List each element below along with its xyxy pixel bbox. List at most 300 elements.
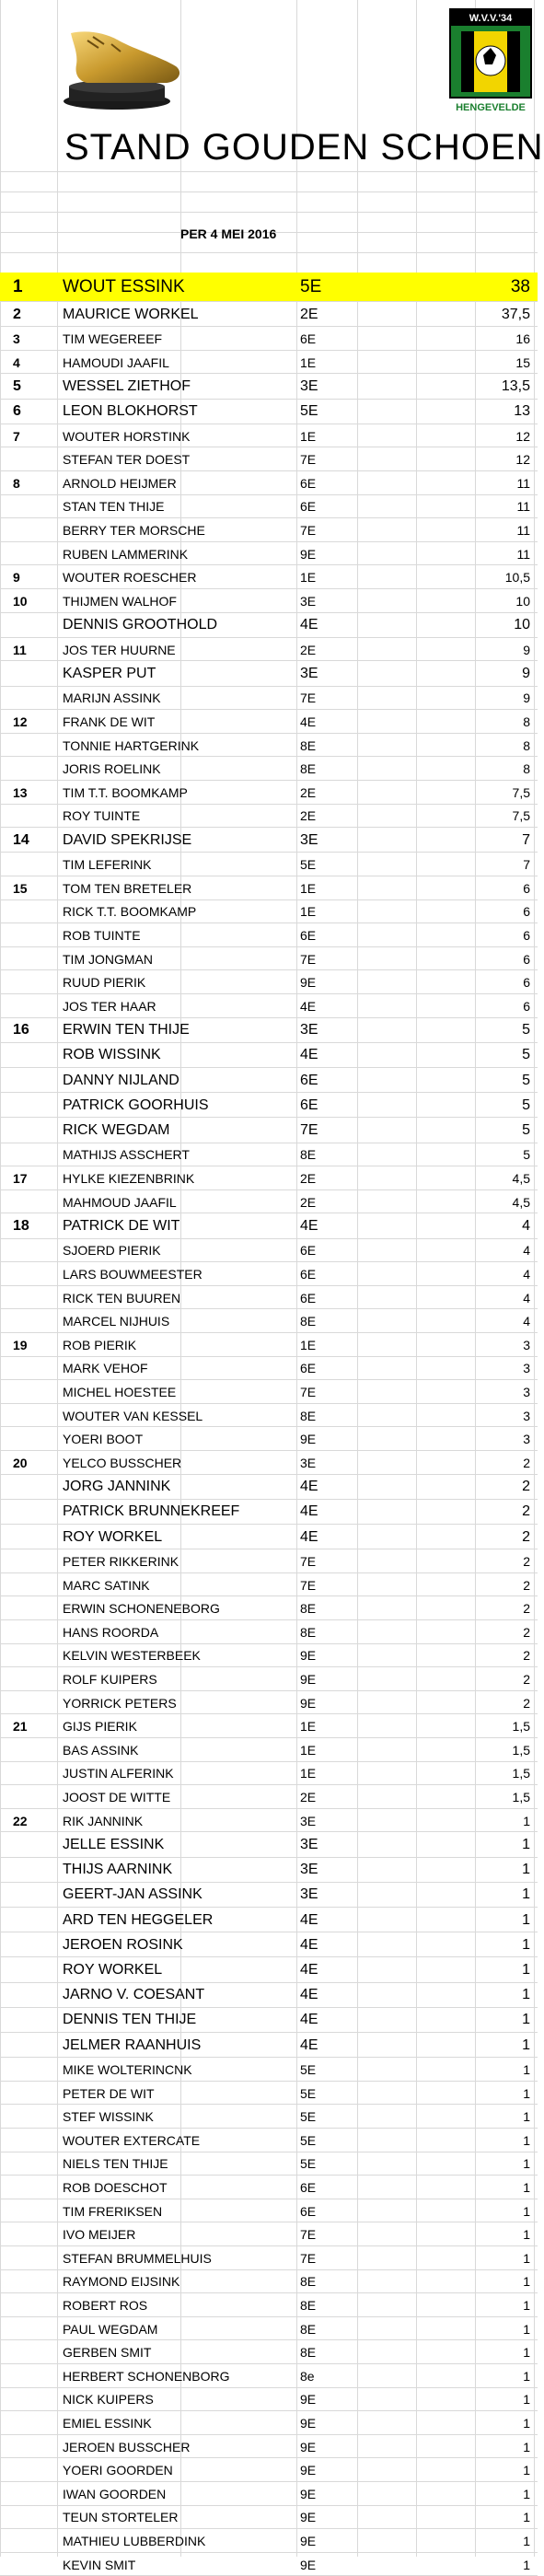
team-label: 8E [300, 2345, 317, 2361]
player-name: ARD TEN HEGGELER [63, 1911, 214, 1928]
table-row [0, 424, 538, 448]
table-row [0, 1908, 538, 1932]
row-rank [13, 1644, 50, 1668]
table-row [0, 2364, 538, 2388]
row-rank [13, 734, 50, 758]
table-row [0, 2033, 538, 2058]
player-name: PETER DE WIT [63, 2085, 155, 2101]
player-name: ERWIN SCHONENEBORG [63, 1601, 220, 1617]
team-label: 9E [300, 1695, 317, 1711]
player-name: JOS TER HAAR [63, 998, 156, 1014]
team-label: 3E [300, 1813, 317, 1828]
table-row [0, 2058, 538, 2082]
row-rank [13, 2008, 50, 2033]
points-value: 4 [523, 1243, 530, 1259]
team-label: 9E [300, 2486, 317, 2501]
table-row [0, 734, 538, 758]
table-row [0, 1357, 538, 1381]
table-row [0, 2553, 538, 2576]
table-row [0, 1762, 538, 1786]
team-label: 1E [300, 1742, 317, 1758]
player-name: MICHEL HOESTEE [63, 1384, 177, 1399]
row-rank [13, 1596, 50, 1620]
table-row [0, 1667, 538, 1691]
team-label: 2E [300, 1789, 317, 1804]
points-value: 1,5 [512, 1789, 530, 1804]
points-value: 1 [522, 1961, 530, 1978]
row-rank: 4 [13, 354, 20, 370]
team-label: 7E [300, 951, 317, 967]
points-value: 11 [516, 546, 530, 562]
table-row [0, 1620, 538, 1644]
team-label: 5E [300, 2061, 317, 2077]
row-rank: 18 [13, 1217, 29, 1234]
team-label: 4E [300, 1479, 318, 1495]
player-name: HAMOUDI JAAFIL [63, 354, 169, 370]
team-label: 9E [300, 2533, 317, 2548]
team-label: 3E [300, 831, 318, 848]
row-rank [13, 2246, 50, 2270]
row-rank: 17 [13, 1170, 28, 1186]
points-value: 2 [523, 1455, 530, 1470]
player-name: STEFAN TER DOEST [63, 452, 191, 468]
standings-date: PER 4 MEI 2016 [180, 226, 277, 241]
row-rank: 1 [13, 277, 23, 296]
player-name: KEVIN SMIT [63, 2557, 136, 2572]
table-row [0, 1957, 538, 1982]
row-rank [13, 1118, 50, 1143]
points-value: 10 [515, 593, 530, 609]
row-rank [13, 1762, 50, 1786]
points-value: 1 [523, 2392, 530, 2408]
points-value: 1 [523, 2297, 530, 2313]
points-value: 12 [515, 452, 530, 468]
points-value: 13 [514, 403, 530, 420]
points-value: 3 [523, 1408, 530, 1423]
row-rank [13, 1309, 50, 1333]
points-value: 2 [522, 1479, 530, 1495]
row-rank [13, 970, 50, 994]
row-rank [13, 1500, 50, 1525]
row-rank [13, 2222, 50, 2246]
player-name: MIKE WOLTERINCNK [63, 2061, 192, 2077]
team-label: 3E [300, 1022, 318, 1039]
team-label: 4E [300, 1503, 318, 1520]
points-value: 16 [515, 331, 530, 346]
points-value: 3 [523, 1384, 530, 1399]
table-row [0, 994, 538, 1018]
team-label: 5E [300, 2156, 317, 2172]
player-name: DAVID SPEKRIJSE [63, 831, 192, 848]
points-value: 4 [523, 1314, 530, 1329]
player-name: STEF WISSINK [63, 2109, 154, 2125]
points-value: 1 [523, 2557, 530, 2572]
row-rank [13, 923, 50, 947]
points-value: 5 [523, 1147, 530, 1163]
team-label: 3E [300, 377, 318, 394]
team-label: 7E [300, 690, 317, 706]
points-value: 4 [522, 1217, 530, 1234]
player-name: STEFAN BRUMMELHUIS [63, 2250, 212, 2266]
player-name: IWAN GOORDEN [63, 2486, 167, 2501]
row-rank [13, 1932, 50, 1957]
team-label: 5E [300, 277, 322, 296]
team-label: 7E [300, 522, 317, 538]
table-row [0, 1018, 538, 1043]
team-label: 5E [300, 2132, 317, 2148]
team-label: 1E [300, 354, 317, 370]
points-value: 1 [523, 2203, 530, 2219]
team-label: 6E [300, 475, 317, 491]
table-row [0, 781, 538, 805]
table-row [0, 2317, 538, 2341]
team-label: 3E [300, 1886, 318, 1903]
team-label: 6E [300, 1361, 317, 1376]
player-name: MARC SATINK [63, 1577, 150, 1593]
table-row [0, 589, 538, 613]
player-name: LARS BOUWMEESTER [63, 1266, 203, 1282]
team-label: 5E [300, 403, 318, 420]
player-name: PATRICK BRUNNEKREEF [63, 1503, 240, 1520]
team-label: 3E [300, 1836, 318, 1852]
points-value: 6 [523, 880, 530, 896]
team-label: 4E [300, 714, 317, 729]
team-label: 8E [300, 1408, 317, 1423]
row-rank [13, 1691, 50, 1715]
team-label: 4E [300, 1528, 318, 1545]
team-label: 9E [300, 2439, 317, 2454]
row-rank [13, 1068, 50, 1093]
points-value: 1 [523, 2439, 530, 2454]
team-label: 6E [300, 1266, 317, 1282]
row-rank: 8 [13, 475, 20, 491]
player-name: JARNO V. COESANT [63, 1987, 205, 2003]
player-name: JOOST DE WITTE [63, 1789, 171, 1804]
team-label: 8e [300, 2368, 315, 2384]
table-row [0, 1785, 538, 1809]
player-name: RICK T.T. BOOMKAMP [63, 904, 197, 920]
grid-row-line [0, 212, 538, 213]
team-label: 3E [300, 593, 317, 609]
player-name: IVO MEIJER [63, 2227, 136, 2243]
points-value: 2 [522, 1528, 530, 1545]
table-row [0, 2482, 538, 2506]
player-name: HYLKE KIEZENBRINK [63, 1170, 195, 1186]
table-row [0, 2293, 538, 2317]
table-row [0, 1932, 538, 1957]
svg-text:W.V.V.'34: W.V.V.'34 [469, 13, 513, 24]
table-row [0, 1239, 538, 1263]
row-rank [13, 1908, 50, 1932]
team-label: 9E [300, 2557, 317, 2572]
svg-text:HENGEVELDE: HENGEVELDE [456, 102, 526, 113]
row-rank [13, 2506, 50, 2530]
player-name: ROB PIERIK [63, 1337, 137, 1352]
player-name: BERRY TER MORSCHE [63, 522, 205, 538]
points-value: 13,5 [501, 377, 530, 394]
player-name: MARIJN ASSINK [63, 690, 161, 706]
team-label: 4E [300, 617, 318, 633]
player-name: RIK JANNINK [63, 1813, 144, 1828]
row-rank [13, 1143, 50, 1167]
row-rank: 5 [13, 377, 21, 394]
team-label: 5E [300, 2085, 317, 2101]
points-value: 2 [523, 1577, 530, 1593]
player-name: BAS ASSINK [63, 1742, 139, 1758]
row-rank [13, 2033, 50, 2058]
row-rank [13, 1190, 50, 1214]
player-name: WOUTER EXTERCATE [63, 2132, 201, 2148]
player-name: KASPER PUT [63, 665, 156, 681]
team-label: 1E [300, 570, 317, 586]
team-label: 7E [300, 1121, 318, 1138]
table-row [0, 1549, 538, 1573]
player-name: TIM JONGMAN [63, 951, 153, 967]
team-label: 3E [300, 665, 318, 681]
points-value: 2 [523, 1671, 530, 1687]
points-value: 1 [522, 2036, 530, 2053]
table-row [0, 2246, 538, 2270]
table-row [0, 2152, 538, 2176]
team-label: 6E [300, 2203, 317, 2219]
player-name: EMIEL ESSINK [63, 2415, 152, 2431]
player-name: ROLF KUIPERS [63, 1671, 157, 1687]
row-rank: 15 [13, 880, 28, 896]
team-label: 4E [300, 1987, 318, 2003]
row-rank [13, 2082, 50, 2106]
points-value: 1 [523, 2250, 530, 2266]
points-value: 6 [523, 904, 530, 920]
table-row [0, 828, 538, 853]
team-label: 9E [300, 1671, 317, 1687]
table-row [0, 2411, 538, 2435]
points-value: 11 [516, 475, 530, 491]
table-row [0, 1983, 538, 2008]
table-row [0, 1118, 538, 1143]
row-rank: 16 [13, 1022, 29, 1039]
player-name: RICK TEN BUUREN [63, 1290, 181, 1305]
points-value: 5 [522, 1072, 530, 1088]
row-rank [13, 2482, 50, 2506]
player-name: TIM WEGEREEF [63, 331, 163, 346]
points-value: 1 [523, 2533, 530, 2548]
points-value: 1 [523, 2132, 530, 2148]
row-rank [13, 900, 50, 924]
table-row [0, 1809, 538, 1833]
points-value: 7 [523, 857, 530, 873]
row-rank [13, 1785, 50, 1809]
team-label: 2E [300, 784, 317, 800]
player-name: TOM TEN BRETELER [63, 880, 192, 896]
row-rank [13, 1883, 50, 1908]
points-value: 9 [523, 642, 530, 657]
points-value: 1 [522, 1836, 530, 1852]
team-label: 4E [300, 1217, 318, 1234]
points-value: 1 [522, 1987, 530, 2003]
team-label: 1E [300, 1337, 317, 1352]
points-value: 2 [523, 1601, 530, 1617]
team-label: 6E [300, 927, 317, 943]
row-rank [13, 2105, 50, 2129]
table-row [0, 1333, 538, 1357]
player-name: ERWIN TEN THIJE [63, 1022, 190, 1039]
team-label: 4E [300, 1911, 318, 1928]
points-value: 6 [523, 998, 530, 1014]
team-label: 1E [300, 1719, 317, 1735]
team-label: 3E [300, 1455, 317, 1470]
points-value: 8 [523, 714, 530, 729]
team-label: 1E [300, 1766, 317, 1781]
team-label: 4E [300, 998, 317, 1014]
row-rank [13, 1832, 50, 1857]
table-row [0, 1166, 538, 1190]
table-row [0, 853, 538, 876]
table-row [0, 1525, 538, 1549]
points-value: 2 [522, 1503, 530, 1520]
team-label: 6E [300, 1243, 317, 1259]
team-label: 1E [300, 904, 317, 920]
row-rank: 21 [13, 1719, 28, 1735]
row-rank [13, 1573, 50, 1597]
table-row [0, 1286, 538, 1310]
table-row [0, 1596, 538, 1620]
row-rank [13, 2364, 50, 2388]
table-row [0, 1427, 538, 1451]
grid-row-line [0, 171, 538, 172]
row-rank [13, 2058, 50, 2082]
row-rank [13, 1549, 50, 1573]
row-rank [13, 1093, 50, 1118]
player-name: GEERT-JAN ASSINK [63, 1886, 203, 1903]
table-row [0, 1573, 538, 1597]
points-value: 2 [523, 1648, 530, 1664]
team-label: 3E [300, 1862, 318, 1878]
player-name: PATRICK GOORHUIS [63, 1097, 209, 1113]
row-rank [13, 2152, 50, 2176]
team-label: 7E [300, 1384, 317, 1399]
team-label: 2E [300, 306, 318, 322]
team-label: 6E [300, 1097, 318, 1113]
table-row [0, 351, 538, 375]
table-row [0, 687, 538, 711]
row-rank [13, 2317, 50, 2341]
table-row [0, 1832, 538, 1857]
row-rank [13, 853, 50, 876]
points-value: 12 [515, 428, 530, 444]
points-value: 6 [523, 975, 530, 991]
points-value: 1 [523, 1813, 530, 1828]
table-row [0, 2270, 538, 2294]
team-label: 9E [300, 2510, 317, 2525]
player-name: ROBERT ROS [63, 2297, 148, 2313]
player-name: GERBEN SMIT [63, 2345, 152, 2361]
table-row [0, 1043, 538, 1068]
player-name: THIJMEN WALHOF [63, 593, 177, 609]
points-value: 9 [523, 690, 530, 706]
table-row [0, 2506, 538, 2530]
points-value: 10 [514, 617, 530, 633]
row-rank: 3 [13, 331, 20, 346]
player-name: ROY WORKEL [63, 1961, 163, 1978]
table-row [0, 2008, 538, 2033]
points-value: 5 [522, 1121, 530, 1138]
player-name: FRANK DE WIT [63, 714, 156, 729]
player-name: TIM FRERIKSEN [63, 2203, 163, 2219]
player-name: MATHIJS ASSCHERT [63, 1147, 190, 1163]
table-row [0, 1858, 538, 1883]
points-value: 1 [523, 2061, 530, 2077]
points-value: 7,5 [512, 784, 530, 800]
table-row [0, 471, 538, 495]
player-name: TIM T.T. BOOMKAMP [63, 784, 188, 800]
team-label: 4E [300, 2012, 318, 2028]
points-value: 1 [522, 1936, 530, 1953]
team-label: 8E [300, 2274, 317, 2290]
player-name: MARCEL NIJHUIS [63, 1314, 170, 1329]
player-name: HANS ROORDA [63, 1624, 159, 1640]
points-value: 5 [522, 1047, 530, 1063]
player-name: JORG JANNINK [63, 1479, 171, 1495]
player-name: WOUT ESSINK [63, 277, 185, 296]
team-label: 5E [300, 2109, 317, 2125]
row-rank [13, 1043, 50, 1068]
player-name: YOERI GOORDEN [63, 2463, 173, 2478]
player-name: ROB DOESCHOT [63, 2179, 168, 2195]
table-row [0, 970, 538, 994]
player-name: ROB WISSINK [63, 1047, 161, 1063]
player-name: THIJS AARNINK [63, 1862, 173, 1878]
team-label: 7E [300, 2250, 317, 2266]
player-name: RAYMOND EIJSINK [63, 2274, 180, 2290]
points-value: 4 [523, 1266, 530, 1282]
points-value: 2 [523, 1553, 530, 1569]
points-value: 1 [523, 2463, 530, 2478]
table-row [0, 2222, 538, 2246]
table-row [0, 447, 538, 471]
row-rank: 2 [13, 306, 21, 322]
table-row [0, 2129, 538, 2152]
row-rank: 19 [13, 1337, 28, 1352]
points-value: 5 [522, 1097, 530, 1113]
player-name: ROY WORKEL [63, 1528, 163, 1545]
row-rank [13, 805, 50, 829]
player-name: NICK KUIPERS [63, 2392, 154, 2408]
points-value: 1 [523, 2227, 530, 2243]
points-value: 1 [523, 2486, 530, 2501]
player-name: DENNIS GROOTHOLD [63, 617, 218, 633]
team-label: 2E [300, 1170, 317, 1186]
table-row [0, 947, 538, 971]
row-rank [13, 542, 50, 566]
points-value: 3 [523, 1432, 530, 1447]
points-value: 8 [523, 737, 530, 753]
table-row [0, 900, 538, 924]
team-label: 8E [300, 1601, 317, 1617]
team-label: 8E [300, 2297, 317, 2313]
points-value: 1 [522, 1886, 530, 1903]
team-label: 9E [300, 975, 317, 991]
table-row [0, 1262, 538, 1286]
row-rank [13, 1957, 50, 1982]
row-rank: 6 [13, 403, 21, 420]
row-rank [13, 2553, 50, 2576]
row-rank [13, 1738, 50, 1762]
player-name: JOS TER HUURNE [63, 642, 176, 657]
team-label: 9E [300, 1432, 317, 1447]
row-rank [13, 1239, 50, 1263]
table-row [0, 638, 538, 662]
points-value: 8 [523, 761, 530, 777]
